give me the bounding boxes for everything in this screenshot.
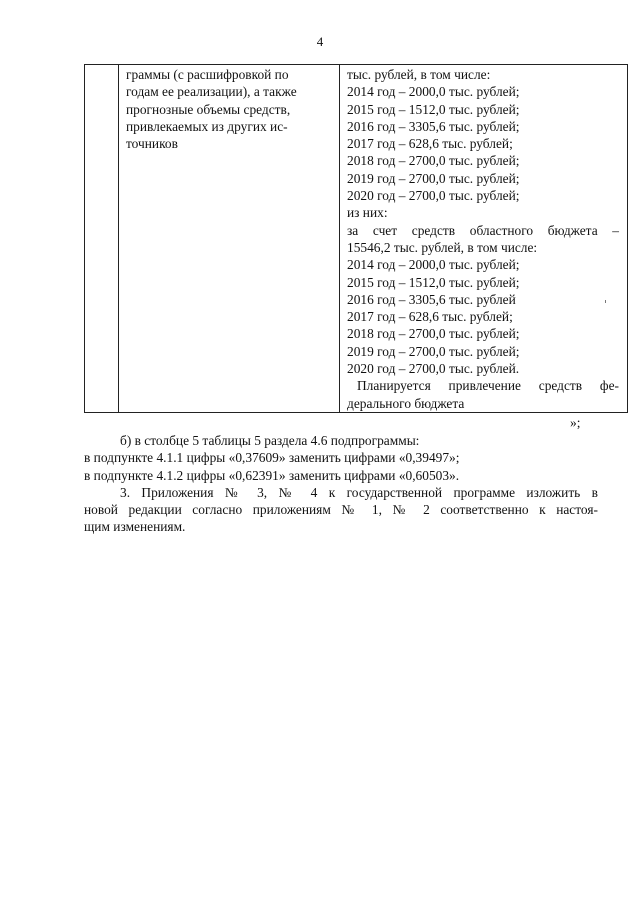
paragraph: новой редакции согласно приложениям № 1, № 2 соответственно к настоя- (84, 502, 598, 518)
table-text-line: 2020 год – 2700,0 тыс. рублей. (347, 361, 520, 377)
paragraph: щим изменениям. (84, 519, 186, 535)
table-cell-value (340, 65, 628, 413)
page-number: 4 (316, 34, 324, 49)
table-text-line: из них: (347, 205, 388, 221)
paragraph: 3. Приложения № 3, № 4 к государственной программе изложить в (120, 484, 598, 500)
table-text-line: 2017 год – 628,6 тыс. рублей; (347, 309, 513, 325)
table-text-line: 2015 год – 1512,0 тыс. рублей; (347, 101, 520, 117)
closing-quote: »; (570, 415, 581, 430)
table-text-line: прогнозные объемы средств, (126, 101, 291, 117)
table-text-line: 2016 год – 3305,6 тыс. рублей; (347, 118, 520, 134)
table-text-line: точников (126, 136, 178, 152)
table-text-line: 2015 год – 1512,0 тыс. рублей; (347, 274, 520, 290)
paragraph: в подпункте 4.1.2 цифры «0,62391» заменить цифрами «0,60503». (84, 467, 460, 483)
table-text-line: Планируется привлечение средств фе- (357, 378, 619, 394)
table-text-line: 2016 год – 3305,6 тыс. рублей (347, 291, 516, 307)
table-text-line: тыс. рублей, в том числе: (347, 67, 491, 82)
table-cell-number (85, 65, 119, 413)
table-text-line: граммы (с расшифровкой по (126, 67, 289, 82)
table-text-line: привлекаемых из других ис- (126, 118, 288, 134)
table-text-line: 2014 год – 2000,0 тыс. рублей; (347, 84, 520, 100)
table-text-line: годам ее реализации), а также (126, 84, 297, 100)
table-text-line: 2014 год – 2000,0 тыс. рублей; (347, 257, 520, 273)
scan-artifact (605, 300, 606, 303)
table-text-line: 2018 год – 2700,0 тыс. рублей; (347, 153, 520, 169)
table-text-line: за счет средств областного бюджета – (347, 222, 619, 238)
table-text-line: 2019 год – 2700,0 тыс. рублей; (347, 343, 520, 359)
paragraph: в подпункте 4.1.1 цифры «0,37609» заменить цифрами «0,39497»; (84, 450, 460, 466)
passport-table (84, 64, 628, 413)
table-text-line: дерального бюджета (347, 395, 465, 411)
table-text-line: 2017 год – 628,6 тыс. рублей; (347, 136, 513, 152)
table-row (85, 65, 628, 413)
table-text-line: 2018 год – 2700,0 тыс. рублей; (347, 326, 520, 342)
table-cell-name (119, 65, 340, 413)
table-text-line: 2019 год – 2700,0 тыс. рублей; (347, 170, 520, 186)
table-text-line: 2020 год – 2700,0 тыс. рублей; (347, 188, 520, 204)
paragraph: б) в столбце 5 таблицы 5 раздела 4.6 подпрограммы: (120, 433, 420, 448)
table-text-line: 15546,2 тыс. рублей, в том числе: (347, 239, 538, 255)
document-body (84, 432, 598, 536)
